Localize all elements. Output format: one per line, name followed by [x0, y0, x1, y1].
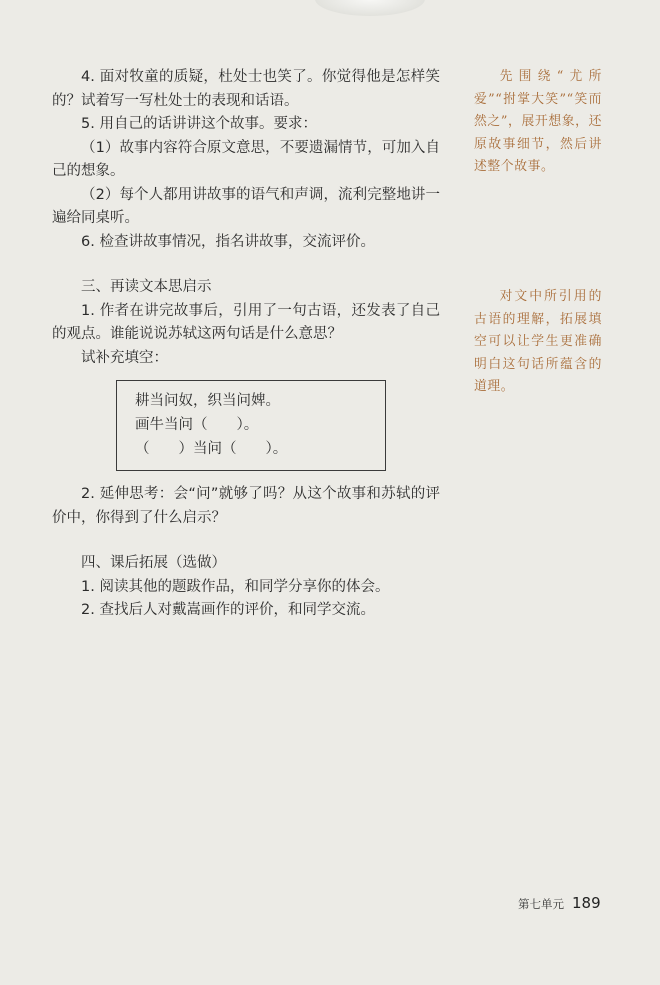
side-note-1 — [474, 66, 602, 179]
box-line-3: （ ）当问（ ）。 — [135, 441, 288, 457]
page-number: 189 — [572, 894, 601, 912]
fill-blank-box — [116, 380, 386, 471]
box-line-2: 画牛当问（ ）。 — [135, 417, 259, 433]
side-note-2-text: 对文中所引用的古语的理解，拓展填空可以让学生更准确明白这句话所蕴含的道理。 — [474, 289, 602, 394]
section-3-question-2: 2. 延伸思考：会“问”就够了吗？从这个故事和苏轼的评价中，你得到了什么启示？ — [52, 486, 440, 526]
section-4-question-1: 1. 阅读其他的题跋作品，和同学分享你的体会。 — [81, 578, 390, 595]
question-5-requirement-1: （1）故事内容符合原文意思，不要遗漏情节，可加入自己的想象。 — [52, 139, 440, 179]
section-4-question-2: 2. 查找后人对戴嵩画作的评价，和同学交流。 — [81, 602, 375, 618]
side-note-1-text: 先围绕“尤所爱”“拊掌大笑”“笑而然之”，展开想象，还原故事细节，然后讲述整个故事。 — [474, 69, 602, 174]
page-footer — [518, 894, 601, 912]
unit-label: 第七单元 — [518, 897, 564, 911]
fill-blank-prompt: 试补充填空： — [81, 349, 168, 366]
scan-artifact — [315, 0, 425, 16]
section-3-heading: 三、再读文本思启示 — [81, 279, 212, 295]
box-line-1: 耕当问奴，织当问婢。 — [135, 393, 280, 409]
question-5: 5. 用自己的话讲讲这个故事。要求： — [81, 116, 317, 132]
section-3-question-1: 1. 作者在讲完故事后，引用了一句古语，还发表了自己的观点。谁能说说苏轼这两句话是什么意思？ — [52, 302, 440, 342]
question-4: 4. 面对牧童的质疑，杜处士也笑了。你觉得他是怎样笑的？试着写一写杜处士的表现和话语。 — [52, 69, 440, 109]
question-5-requirement-2: （2）每个人都用讲故事的语气和声调，流利完整地讲一遍给同桌听。 — [52, 186, 440, 226]
question-6: 6. 检查讲故事情况，指名讲故事，交流评价。 — [81, 233, 375, 250]
main-column — [52, 66, 440, 623]
side-note-2 — [474, 286, 602, 399]
section-4-heading: 四、课后拓展（选做） — [81, 555, 226, 571]
